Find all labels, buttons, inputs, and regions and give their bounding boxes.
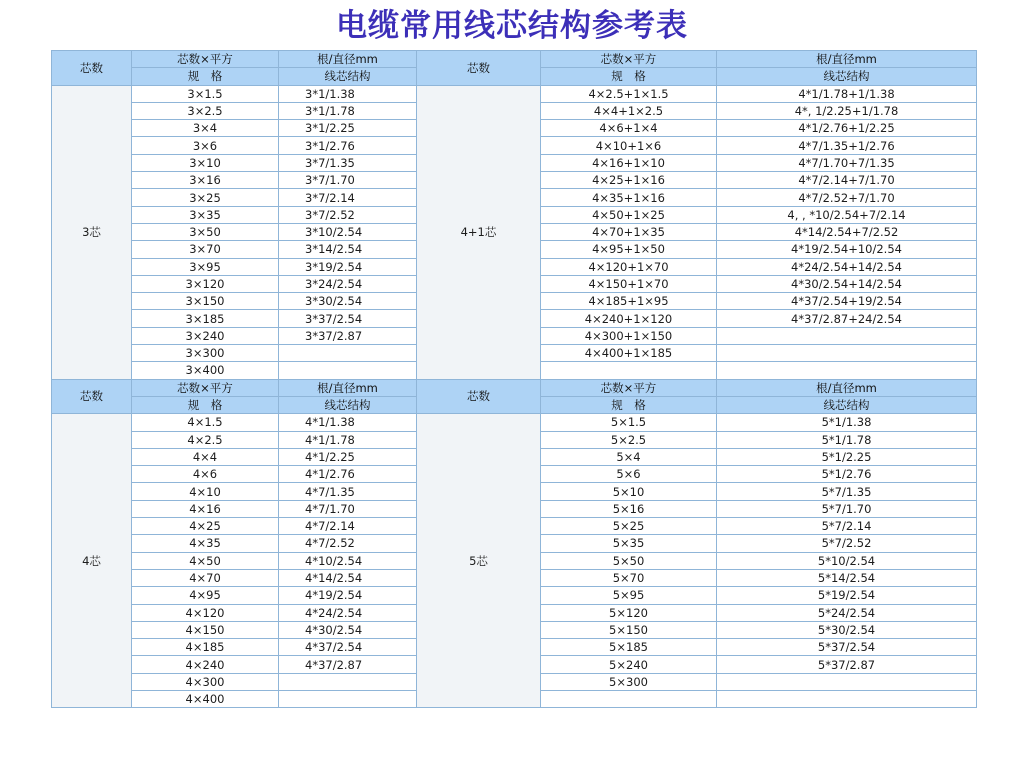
structure-cell: 4*7/1.35+1/2.76 <box>717 137 977 154</box>
spec-cell: 4×4+1×2.5 <box>541 102 717 119</box>
spec-cell: 4×10+1×6 <box>541 137 717 154</box>
header-core-count: 芯数 <box>52 51 132 86</box>
spec-cell: 3×95 <box>132 258 279 275</box>
spec-cell: 4×25 <box>132 518 279 535</box>
structure-cell: 4*37/2.87+24/2.54 <box>717 310 977 327</box>
spec-cell: 4×4 <box>132 448 279 465</box>
spec-cell: 4×2.5 <box>132 431 279 448</box>
structure-cell: 4*19/2.54 <box>279 587 417 604</box>
spec-cell: 4×50 <box>132 552 279 569</box>
table-row <box>52 85 977 102</box>
spec-cell: 3×70 <box>132 241 279 258</box>
spec-cell: 4×400 <box>132 690 279 707</box>
spec-cell: 3×6 <box>132 137 279 154</box>
structure-cell: 5*1/1.78 <box>717 431 977 448</box>
spec-cell: 4×2.5+1×1.5 <box>541 85 717 102</box>
header-structure-sub: 线芯结构 <box>717 396 977 413</box>
structure-cell: 4*7/2.52+7/1.70 <box>717 189 977 206</box>
spec-cell: 4×16+1×10 <box>541 154 717 171</box>
structure-cell: 3*10/2.54 <box>279 223 417 240</box>
structure-cell: 4, , *10/2.54+7/2.14 <box>717 206 977 223</box>
structure-cell: 4*1/2.76+1/2.25 <box>717 120 977 137</box>
spec-cell: 5×10 <box>541 483 717 500</box>
spec-cell: 3×35 <box>132 206 279 223</box>
spec-cell: 3×185 <box>132 310 279 327</box>
structure-cell <box>279 673 417 690</box>
spec-cell: 4×35+1×16 <box>541 189 717 206</box>
spec-cell: 4×6 <box>132 466 279 483</box>
spec-cell: 4×400+1×185 <box>541 345 717 362</box>
spec-cell: 4×95 <box>132 587 279 604</box>
structure-cell: 3*37/2.87 <box>279 327 417 344</box>
spec-cell: 4×50+1×25 <box>541 206 717 223</box>
structure-cell <box>717 690 977 707</box>
structure-cell: 5*7/2.52 <box>717 535 977 552</box>
structure-cell: 4*1/2.25 <box>279 448 417 465</box>
structure-cell: 5*1/2.25 <box>717 448 977 465</box>
spec-cell: 3×16 <box>132 172 279 189</box>
spec-cell: 4×95+1×50 <box>541 241 717 258</box>
core-group-label: 4芯 <box>52 414 132 708</box>
structure-cell: 4*7/2.14+7/1.70 <box>717 172 977 189</box>
spec-cell: 4×150 <box>132 621 279 638</box>
spec-cell: 4×70 <box>132 569 279 586</box>
structure-cell: 4*1/1.78+1/1.38 <box>717 85 977 102</box>
spec-cell: 5×240 <box>541 656 717 673</box>
core-group-label: 4+1芯 <box>417 85 541 379</box>
cable-core-table <box>51 50 977 708</box>
structure-cell: 5*7/1.35 <box>717 483 977 500</box>
structure-cell: 4*, 1/2.25+1/1.78 <box>717 102 977 119</box>
structure-cell: 4*37/2.87 <box>279 656 417 673</box>
structure-cell: 3*37/2.54 <box>279 310 417 327</box>
core-group-label: 5芯 <box>417 414 541 708</box>
spec-cell: 4×70+1×35 <box>541 223 717 240</box>
structure-cell: 4*1/1.78 <box>279 431 417 448</box>
structure-cell: 4*30/2.54 <box>279 621 417 638</box>
spec-cell: 3×240 <box>132 327 279 344</box>
spec-cell: 4×25+1×16 <box>541 172 717 189</box>
spec-cell: 5×6 <box>541 466 717 483</box>
spec-cell: 4×300+1×150 <box>541 327 717 344</box>
spec-cell: 5×150 <box>541 621 717 638</box>
core-group-label: 3芯 <box>52 85 132 379</box>
structure-cell: 5*7/2.14 <box>717 518 977 535</box>
page-title: 电缆常用线芯结构参考表 <box>336 8 688 44</box>
header-spec: 芯数×平方 <box>541 51 717 68</box>
header-spec: 芯数×平方 <box>132 51 279 68</box>
structure-cell: 3*24/2.54 <box>279 275 417 292</box>
structure-cell: 4*30/2.54+14/2.54 <box>717 275 977 292</box>
structure-cell: 4*7/1.70 <box>279 500 417 517</box>
spec-cell: 5×16 <box>541 500 717 517</box>
spec-cell: 4×300 <box>132 673 279 690</box>
spec-cell <box>541 690 717 707</box>
spec-cell: 4×240+1×120 <box>541 310 717 327</box>
header-spec-sub: 规 格 <box>132 396 279 413</box>
structure-cell: 3*30/2.54 <box>279 293 417 310</box>
spec-cell: 5×95 <box>541 587 717 604</box>
spec-cell: 4×150+1×70 <box>541 275 717 292</box>
spec-cell: 5×300 <box>541 673 717 690</box>
structure-cell: 4*24/2.54 <box>279 604 417 621</box>
structure-cell: 4*24/2.54+14/2.54 <box>717 258 977 275</box>
structure-cell <box>717 362 977 379</box>
structure-cell: 4*14/2.54+7/2.52 <box>717 223 977 240</box>
spec-cell: 3×25 <box>132 189 279 206</box>
structure-cell <box>717 673 977 690</box>
spec-cell: 4×35 <box>132 535 279 552</box>
table-row <box>52 414 977 431</box>
spec-cell: 5×185 <box>541 639 717 656</box>
structure-cell: 5*37/2.54 <box>717 639 977 656</box>
spec-cell: 5×120 <box>541 604 717 621</box>
header-row <box>52 51 977 68</box>
spec-cell: 4×10 <box>132 483 279 500</box>
structure-cell: 4*7/2.14 <box>279 518 417 535</box>
structure-cell: 5*7/1.70 <box>717 500 977 517</box>
spec-cell: 5×50 <box>541 552 717 569</box>
header-core-count: 芯数 <box>417 51 541 86</box>
header-spec: 芯数×平方 <box>541 379 717 396</box>
spec-cell: 3×300 <box>132 345 279 362</box>
structure-cell: 3*1/1.38 <box>279 85 417 102</box>
spec-cell: 4×120 <box>132 604 279 621</box>
header-spec-sub: 规 格 <box>132 68 279 85</box>
structure-cell <box>279 690 417 707</box>
spec-cell: 5×35 <box>541 535 717 552</box>
structure-cell <box>717 345 977 362</box>
spec-cell: 5×1.5 <box>541 414 717 431</box>
spec-cell: 4×240 <box>132 656 279 673</box>
spec-cell: 3×400 <box>132 362 279 379</box>
structure-cell: 3*7/2.14 <box>279 189 417 206</box>
spec-cell: 4×185+1×95 <box>541 293 717 310</box>
spec-cell: 3×150 <box>132 293 279 310</box>
header-spec: 芯数×平方 <box>132 379 279 396</box>
structure-cell: 3*7/1.70 <box>279 172 417 189</box>
structure-cell: 3*1/1.78 <box>279 102 417 119</box>
structure-cell: 5*10/2.54 <box>717 552 977 569</box>
spec-cell: 3×1.5 <box>132 85 279 102</box>
structure-cell: 4*7/1.70+7/1.35 <box>717 154 977 171</box>
header-structure: 根/直径mm <box>279 379 417 396</box>
header-spec-sub: 规 格 <box>541 68 717 85</box>
spec-cell: 5×70 <box>541 569 717 586</box>
header-core-count: 芯数 <box>52 379 132 414</box>
header-structure: 根/直径mm <box>717 379 977 396</box>
structure-cell: 4*14/2.54 <box>279 569 417 586</box>
structure-cell: 5*37/2.87 <box>717 656 977 673</box>
header-spec-sub: 规 格 <box>541 396 717 413</box>
structure-cell: 5*24/2.54 <box>717 604 977 621</box>
structure-cell: 4*1/2.76 <box>279 466 417 483</box>
header-structure-sub: 线芯结构 <box>279 68 417 85</box>
structure-cell: 5*30/2.54 <box>717 621 977 638</box>
spec-cell: 5×25 <box>541 518 717 535</box>
structure-cell: 5*14/2.54 <box>717 569 977 586</box>
structure-cell: 3*1/2.76 <box>279 137 417 154</box>
spec-cell <box>541 362 717 379</box>
header-row <box>52 379 977 396</box>
spec-cell: 5×2.5 <box>541 431 717 448</box>
structure-cell <box>279 345 417 362</box>
header-structure-sub: 线芯结构 <box>717 68 977 85</box>
header-structure: 根/直径mm <box>717 51 977 68</box>
structure-cell: 3*14/2.54 <box>279 241 417 258</box>
spec-cell: 3×50 <box>132 223 279 240</box>
spec-cell: 5×4 <box>541 448 717 465</box>
header-structure-sub: 线芯结构 <box>279 396 417 413</box>
structure-cell <box>717 327 977 344</box>
structure-cell <box>279 362 417 379</box>
spec-cell: 4×6+1×4 <box>541 120 717 137</box>
structure-cell: 5*1/2.76 <box>717 466 977 483</box>
structure-cell: 4*37/2.54 <box>279 639 417 656</box>
spec-cell: 3×2.5 <box>132 102 279 119</box>
structure-cell: 5*1/1.38 <box>717 414 977 431</box>
spec-cell: 3×120 <box>132 275 279 292</box>
structure-cell: 4*7/1.35 <box>279 483 417 500</box>
structure-cell: 3*7/1.35 <box>279 154 417 171</box>
structure-cell: 4*7/2.52 <box>279 535 417 552</box>
spec-cell: 4×185 <box>132 639 279 656</box>
structure-cell: 4*37/2.54+19/2.54 <box>717 293 977 310</box>
structure-cell: 3*7/2.52 <box>279 206 417 223</box>
structure-cell: 4*19/2.54+10/2.54 <box>717 241 977 258</box>
header-structure: 根/直径mm <box>279 51 417 68</box>
spec-cell: 4×1.5 <box>132 414 279 431</box>
spec-cell: 4×16 <box>132 500 279 517</box>
structure-cell: 4*10/2.54 <box>279 552 417 569</box>
structure-cell: 5*19/2.54 <box>717 587 977 604</box>
header-core-count: 芯数 <box>417 379 541 414</box>
spec-cell: 3×4 <box>132 120 279 137</box>
spec-cell: 4×120+1×70 <box>541 258 717 275</box>
structure-cell: 3*19/2.54 <box>279 258 417 275</box>
structure-cell: 4*1/1.38 <box>279 414 417 431</box>
structure-cell: 3*1/2.25 <box>279 120 417 137</box>
spec-cell: 3×10 <box>132 154 279 171</box>
